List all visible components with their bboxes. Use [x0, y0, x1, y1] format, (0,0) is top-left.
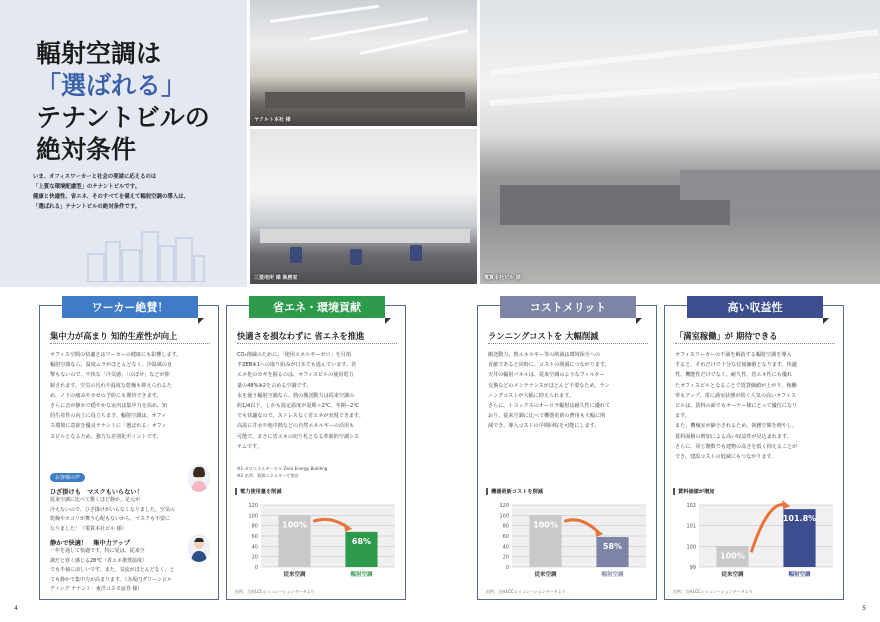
divider — [237, 343, 397, 344]
chart-plot — [673, 499, 837, 587]
chart-plot — [486, 499, 650, 587]
card-heading: 快適さを損なわずに 省エネを推進 — [237, 331, 365, 341]
y-tick-label: 100 — [686, 544, 696, 551]
y-tick-label: 120 — [499, 503, 509, 509]
card-body: CO₂削減のために、「使用エネルギーゼロ」を目指 すZEB※1への取り組みが日本でも進んでいます。省 エネ化のカギを握るのは、オフィスビルの使用電力 量の48%※2を占める空調です。 水を使う輻射空調なら、熱の搬送動力は従来空調の 約1/4以下。しかも設定温度が夏期＋2℃、冬期−2℃ でも快適なので、ストレスなく省エネが実現できます。 高温に井水や地中熱などの自然エネルギーの活用も 可能で、まさに省エネの切り札となる革新的空調シス テムです。 — [237, 352, 364, 450]
bar-value-label: 100% — [282, 520, 307, 530]
voice-text: 一年を通して快適です。特に夏は、従来空 調だと寒く感じる28℃（省エネ推奨温度） でも半袖に涼しいです。また、気流がほとんどなく、と ても静かで集中力が高まります。（赤坂円グリーンビル ディング テナント：東洋コスモ証券 様） — [50, 548, 175, 592]
divider — [675, 343, 835, 344]
x-category-label: 従来空調 — [534, 572, 557, 578]
y-tick-label: 60 — [502, 534, 509, 540]
card-heading: ランニングコストを 大幅削減 — [488, 331, 599, 341]
card-tag: 省エネ・環境貢献 — [249, 296, 385, 318]
footnotes: ※1 ゼロエネルギービル Zero Energy Building ※2 出所：資源エネルギー庁推計 — [237, 466, 328, 478]
page-number-right: 5 — [862, 605, 866, 612]
chart-title: 電力使用量を削減 — [235, 488, 399, 495]
x-category-label: 輻射空調 — [788, 572, 811, 578]
photo-caption: 三菱地所 様 執務室 — [254, 275, 298, 281]
divider — [488, 343, 648, 344]
y-tick-label: 100 — [248, 513, 258, 520]
voice-title: 静かで快適！ 集中力アップ — [50, 540, 131, 547]
voice-text: 従来空調に比べて驚くほど静か。足元が 冷えないので、ひざ掛けがいらなくなりました。空気の 乾燥やホコリが舞う心配もないから、マスクも不要に なりました！（電算本社ビル 様） — [50, 497, 175, 532]
y-tick-label: 60 — [251, 534, 258, 540]
man-avatar-icon — [188, 534, 210, 562]
bar-value-label: 68% — [351, 536, 372, 546]
headline-line-1: 輻射空調は — [36, 39, 162, 68]
headline-line-2: 「選ばれる」 — [36, 71, 187, 100]
office-photo-densan — [480, 0, 880, 284]
hero-panel — [0, 0, 247, 287]
woman-avatar-icon — [188, 464, 210, 492]
office-photo-mitsubishi — [250, 129, 477, 284]
bar-value-label: 101.8% — [782, 514, 817, 524]
page-number-left: 4 — [14, 605, 18, 612]
y-tick-label: 80 — [502, 523, 509, 530]
chart-cost — [486, 488, 650, 595]
y-tick-label: 120 — [248, 503, 258, 509]
chart-source: 出所：当社LCCシミュレーションデータより — [235, 589, 315, 594]
customer-voice — [50, 464, 216, 595]
card-body: オフィス空間の快適さはワーカーの健康にも影響します。 輻射空調なら、温度ムラがほとんどなく、冷温風の直 撃もないので、不快な「冷気感」「のぼせ」などが抑 制されます。空気の汚れや温度な乾燥も抑えられるた め、ノドの痛みやカゼの予防にも期待できます。 さらに音が静かで穏やかな室内は集中力を高め、知 的生産性の向上に役立ちます。輻射空調は、オフィ ス環境に意欲を優良テナントに「選ばれる」オフィ スビルとなるため、強力な差別化ポイントです。 — [50, 352, 182, 440]
city-skyline-illustration — [86, 228, 206, 282]
voice-badge: お客様の声 — [50, 473, 85, 482]
card-worker — [39, 301, 219, 600]
bar-value-label: 100% — [533, 520, 558, 530]
card-cost — [477, 301, 657, 600]
chart-revenue — [673, 488, 837, 595]
x-category-label: 輻射空調 — [350, 572, 373, 578]
card-body: 搬送動力、熱エネルギー等の削減は環境保全への 貢献であると同時に、コストの削減につながります。 天井の輻射パネルは、従来空調のようなフィルター 交換などのメンテナンスがほとんど不要なため、ラン ニングコストが大幅に抑えられます。 さらに、トヨックスのオーロラ輻射は耐久性に優れて おり、従来空調に比べて機器更新の費用も大幅に削 減でき、導入コストの早期回収を可能にします。 — [488, 352, 611, 430]
headline-line-4: 絶対条件 — [36, 135, 137, 164]
y-tick-label: 0 — [505, 565, 509, 571]
bar-value-label: 100% — [720, 551, 745, 561]
intro-line: 「上質な環境配慮型」のテナントビルです。 — [33, 184, 141, 190]
card-tag: ワーカー絶賛！ — [62, 296, 198, 318]
divider — [50, 343, 210, 344]
headline-line-3: テナントビルの — [36, 103, 210, 132]
intro-line: 健康と快適性、省エネ、そのすべてを備えて輻射空調の導入は、 — [33, 194, 189, 200]
card-heading: 「満室稼働」が 期待できる — [675, 331, 778, 341]
x-category-label: 輻射空調 — [601, 572, 624, 578]
card-body: オフィスワーカーの不満を解消する輻射空調を導入 すると、それだけで十分な付加価値となります。快適 性、機能性だけでなく、耐久性、省エネ性にも優れ たオフィスビルとなることで賃貸価値が上がり、稼働 率もアップ。常に満室状態が続く人気の高いオフィス ビルは、賃料の面でもオーナー様にとって優位になり ます。 また、機械室が縮小されるため、執務空間を増やし、 賃料面積の増加による高い収益性が見込まれます。 さらに、同じ階数でも建物の高さを低く抑えることが でき、建設コストの低減にもつながります。 — [675, 352, 798, 461]
y-tick-label: 40 — [251, 544, 258, 551]
card-heading: 集中力が高まり 知的生産性が向上 — [50, 331, 178, 341]
chart-plot — [235, 499, 399, 587]
headline — [36, 38, 210, 166]
x-category-label: 従来空調 — [721, 572, 744, 578]
y-tick-label: 0 — [254, 565, 258, 571]
chart-source: 出所：当社LCCシミュレーションデータより — [486, 589, 566, 594]
y-tick-label: 100 — [499, 513, 509, 520]
x-category-label: 従来空調 — [283, 572, 306, 578]
y-tick-label: 99 — [689, 565, 696, 571]
card-tag: コストメリット — [500, 296, 636, 318]
y-tick-label: 40 — [502, 544, 509, 551]
card-energy — [226, 301, 406, 600]
voice-title: ひざ掛けも マスクもいらない！ — [50, 489, 143, 496]
intro-text — [33, 172, 238, 212]
photo-caption: 電算本社ビル 様 — [484, 275, 521, 281]
y-tick-label: 20 — [251, 554, 258, 561]
office-photo-yakult — [250, 0, 477, 126]
bar-value-label: 58% — [602, 542, 623, 552]
card-tag: 高い収益性 — [687, 296, 823, 318]
photo-caption: ヤクルト本社 様 — [254, 117, 291, 123]
chart-source: 出所：当社LCCシミュレーションデータより — [673, 589, 753, 594]
chart-title: 機器更新コストを削減 — [486, 488, 650, 495]
chart-energy — [235, 488, 399, 595]
card-revenue — [664, 301, 844, 600]
y-tick-label: 101 — [686, 523, 696, 530]
y-tick-label: 80 — [251, 523, 258, 530]
intro-line: いま、オフィスワーカーと社会の要請に応えるのは — [33, 174, 157, 180]
chart-title: 賃料価値が増加 — [673, 488, 837, 495]
y-tick-label: 102 — [686, 503, 696, 509]
y-tick-label: 20 — [502, 554, 509, 561]
intro-line: 「選ばれる」テナントビルの絶対条件です。 — [33, 204, 141, 210]
